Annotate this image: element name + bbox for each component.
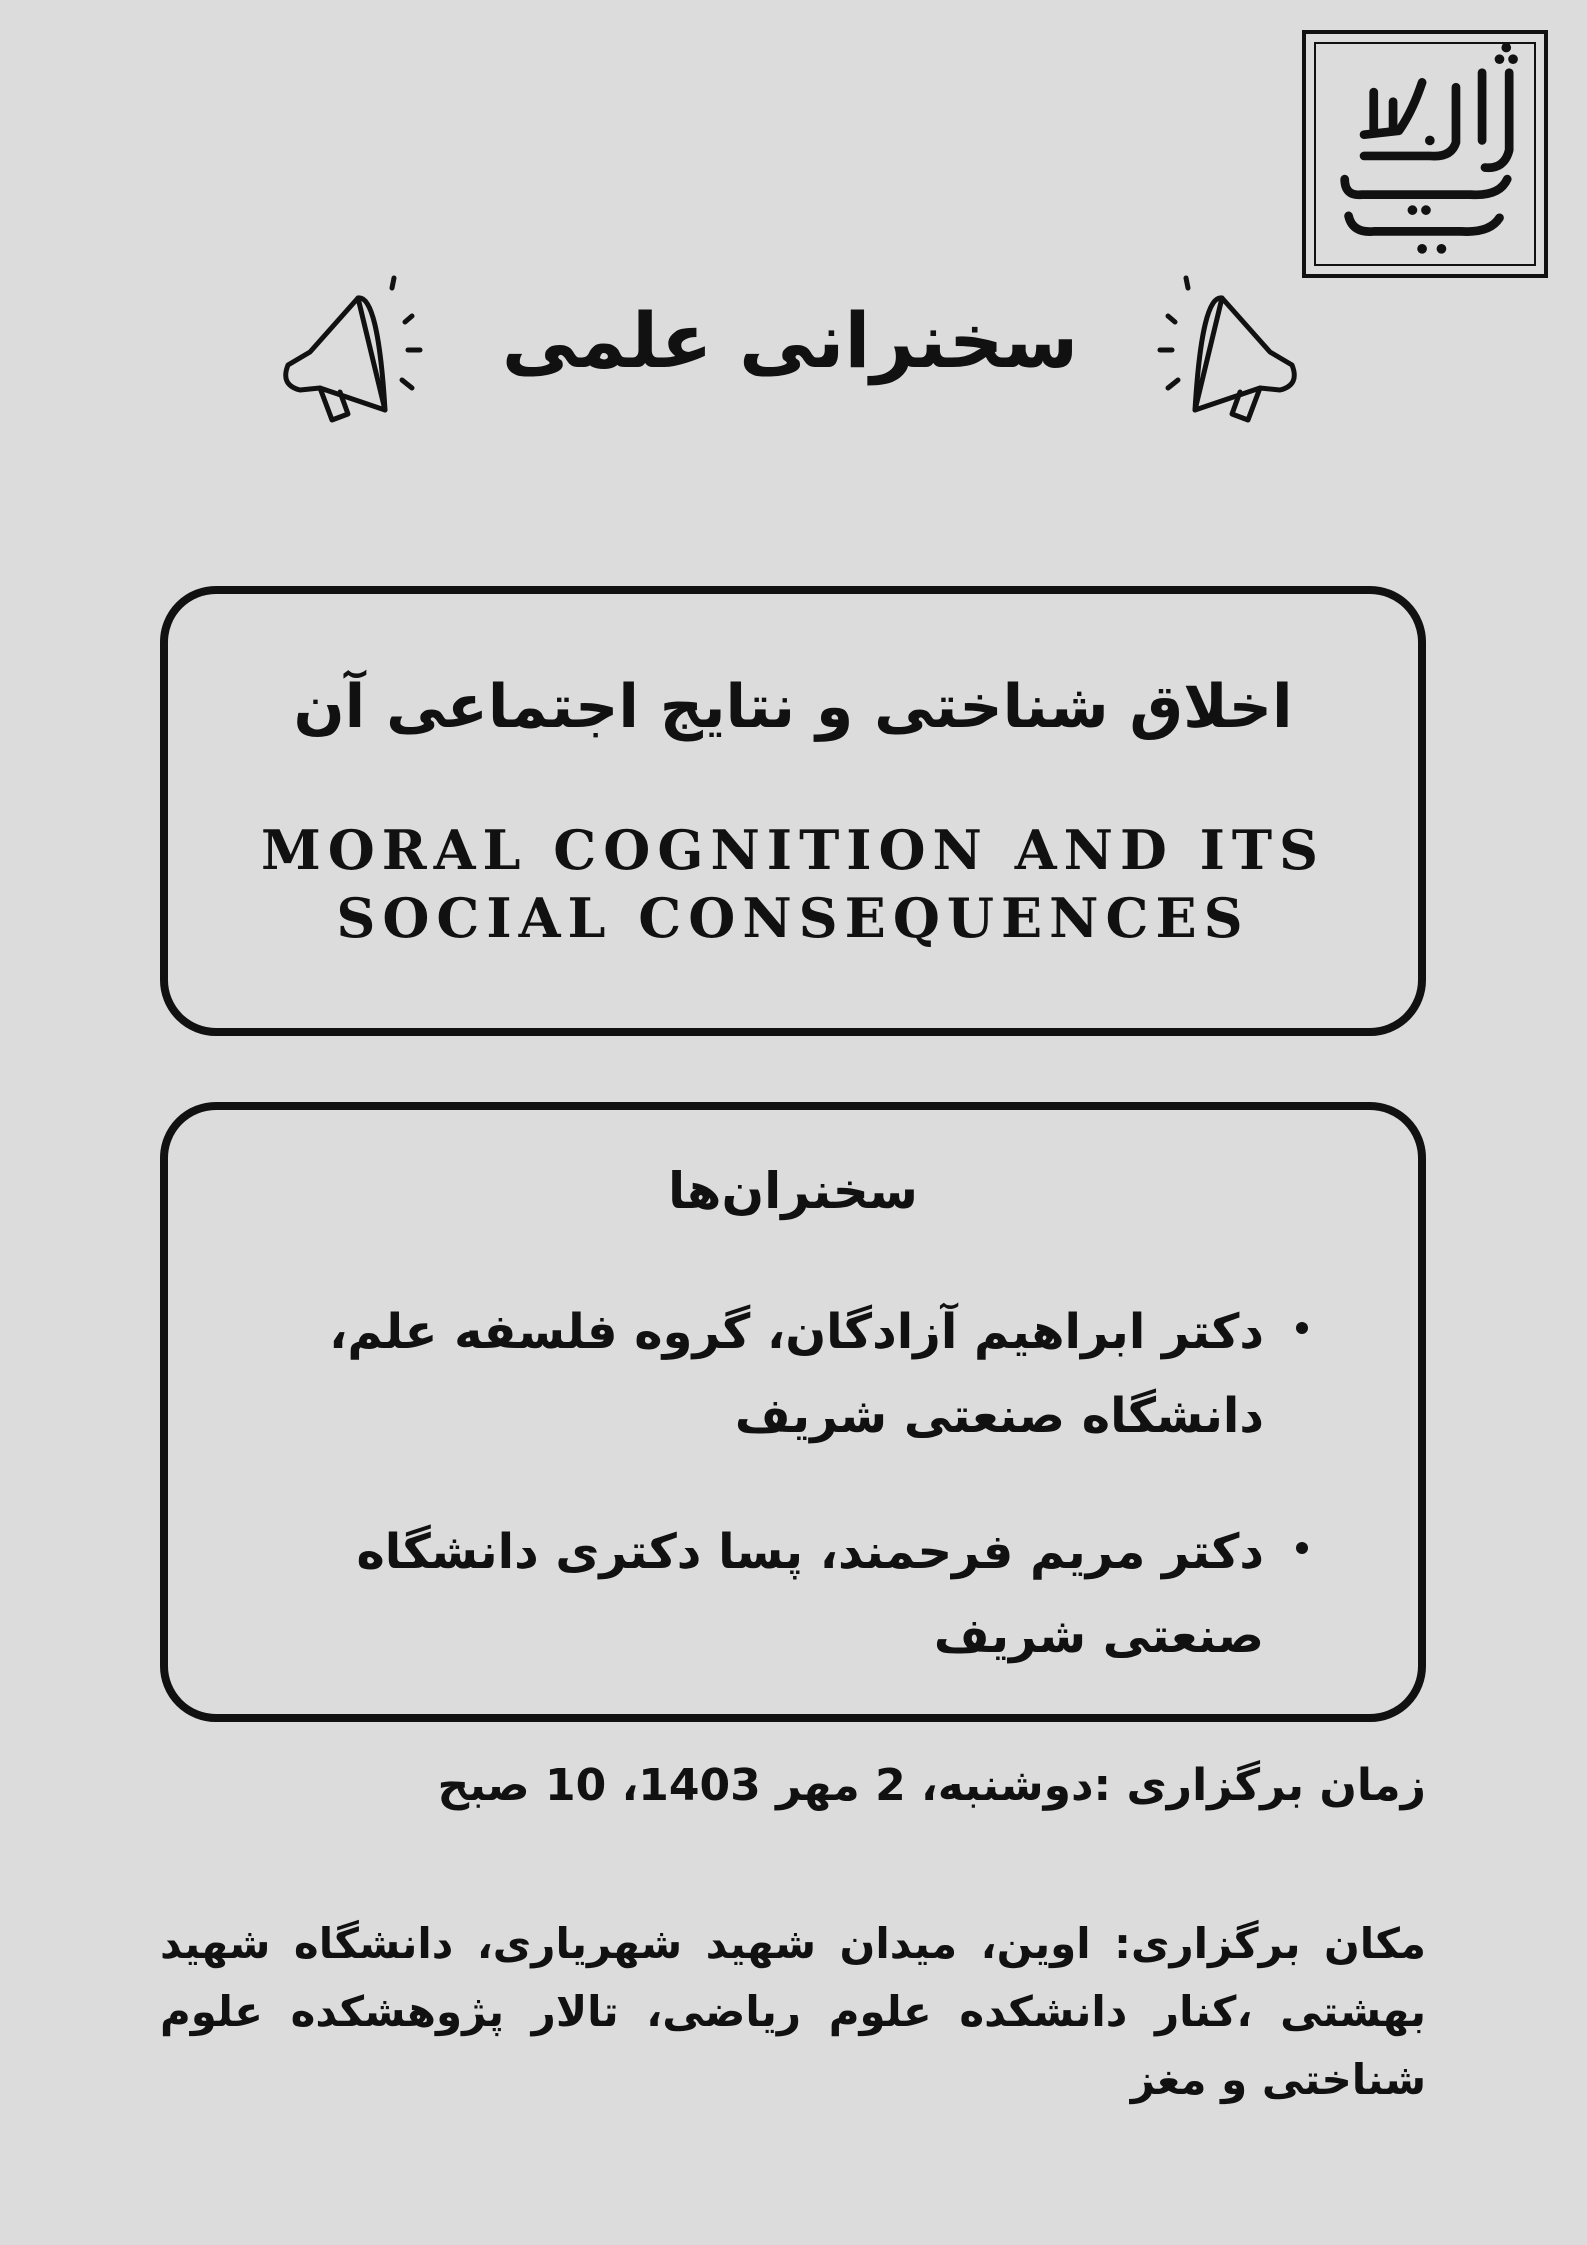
- speaker-text: دکتر مریم فرحمند، پسا دکتری دانشگاه صنعتی شریف: [356, 1524, 1264, 1664]
- event-place: مکان برگزاری: اوین، میدان شهید شهریاری، دانشگاه شهید بهشتی ،کنار دانشکده علوم ریاضی، تالار پژوهشکده علوم شناختی و مغز: [160, 1919, 1426, 2104]
- bullet-icon: [1296, 1542, 1308, 1554]
- speaker-item: [268, 1510, 1308, 1678]
- topic-title-english-line2: SOCIAL CONSEQUENCES: [336, 886, 1250, 950]
- topic-box: [160, 586, 1426, 1036]
- megaphone-icon: [270, 270, 440, 440]
- event-title: سخنرانی علمی: [501, 296, 1079, 385]
- university-logo: [1302, 30, 1548, 278]
- megaphone-icon: [1140, 270, 1310, 440]
- topic-title-english-line1: MORAL COGNITION AND ITS: [260, 818, 1326, 882]
- topic-title-english: [208, 816, 1378, 952]
- event-time: زمان برگزاری :دوشنبه، 2 مهر 1403، 10 صبح: [437, 1760, 1426, 1811]
- topic-title-persian: اخلاق شناختی و نتایج اجتماعی آن: [293, 672, 1293, 742]
- speakers-heading: سخنران‌ها: [668, 1162, 918, 1220]
- speakers-box: [160, 1102, 1426, 1722]
- bullet-icon: [1296, 1322, 1308, 1334]
- header: [270, 270, 1310, 440]
- speaker-item: [268, 1290, 1308, 1458]
- speaker-text: دکتر ابراهیم آزادگان، گروه فلسفه علم، دانشگاه صنعتی شریف: [329, 1304, 1264, 1444]
- logo-calligraphy-icon: [1306, 34, 1544, 274]
